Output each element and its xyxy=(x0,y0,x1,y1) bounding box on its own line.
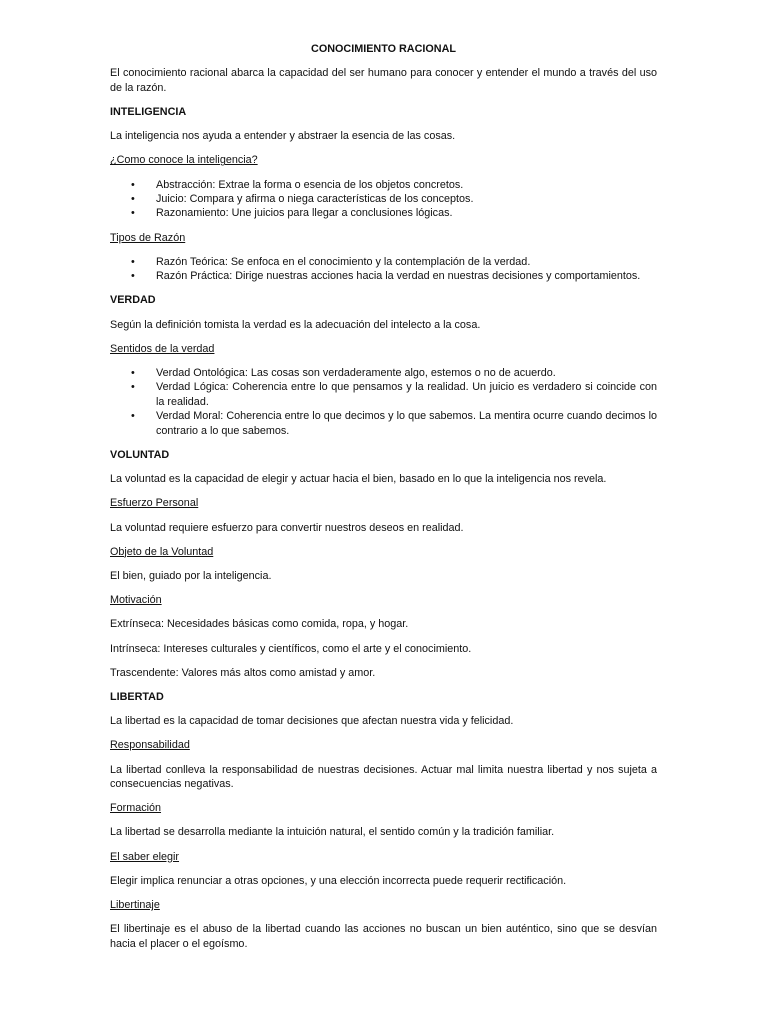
section-heading-libertad: LIBERTAD xyxy=(110,690,164,703)
list-item xyxy=(110,206,657,220)
subheading-sentidos-verdad: Sentidos de la verdad xyxy=(110,342,215,355)
bullet-icon: • xyxy=(131,255,135,268)
inteligencia-paragraph: La inteligencia nos ayuda a entender y abstraer la esencia de las cosas. xyxy=(110,130,456,143)
section-heading-inteligencia: INTELIGENCIA xyxy=(110,106,187,119)
responsabilidad-paragraph: La libertad conlleva la responsabilidad de nuestras decisiones. Actuar mal limita nuestra libertad y nos sujeta a consecuencias negativas. xyxy=(110,763,657,790)
list-item xyxy=(110,366,657,380)
bullet-icon: • xyxy=(131,207,135,220)
motivacion-trascendente: Trascendente: Valores más altos como amistad y amor. xyxy=(110,666,376,679)
motivacion-extrinseca: Extrínseca: Necesidades básicas como comida, ropa, y hogar. xyxy=(110,618,409,631)
bullet-icon: • xyxy=(131,367,135,380)
list-item-text: Verdad Lógica: Coherencia entre lo que pensamos y la realidad. Un juicio es verdadero si coincide con la realidad. xyxy=(156,381,657,408)
bullet-icon: • xyxy=(131,381,135,394)
subheading-motivacion: Motivación xyxy=(110,594,162,607)
verdad-paragraph: Según la definición tomista la verdad es la adecuación del intelecto a la cosa. xyxy=(110,318,481,331)
list-item xyxy=(110,178,657,192)
list-item xyxy=(110,380,657,409)
objeto-paragraph: El bien, guiado por la inteligencia. xyxy=(110,569,272,582)
subheading-libertinaje: Libertinaje xyxy=(110,898,160,911)
subheading-formacion: Formación xyxy=(110,802,162,815)
list-item-text: Verdad Ontológica: Las cosas son verdaderamente algo, estemos o no de acuerdo. xyxy=(156,367,556,380)
subheading-como-conoce: ¿Como conoce la inteligencia? xyxy=(110,154,258,167)
como-conoce-list xyxy=(110,178,657,221)
document-body xyxy=(110,42,657,961)
list-item-text: Verdad Moral: Coherencia entre lo que decimos y lo que sabemos. La mentira ocurre cuando decimos lo contrario a lo que sabemos. xyxy=(156,410,657,437)
intro-paragraph: El conocimiento racional abarca la capacidad del ser humano para conocer y entender el mundo a través del uso de la razón. xyxy=(110,67,657,94)
list-item xyxy=(110,255,657,269)
list-item-text: Juicio: Compara y afirma o niega características de los conceptos. xyxy=(156,193,474,206)
subheading-esfuerzo-personal: Esfuerzo Personal xyxy=(110,497,199,510)
tipos-razon-list xyxy=(110,255,657,284)
subheading-saber-elegir: El saber elegir xyxy=(110,850,180,863)
esfuerzo-paragraph: La voluntad requiere esfuerzo para convertir nuestros deseos en realidad. xyxy=(110,521,464,534)
formacion-paragraph: La libertad se desarrolla mediante la intuición natural, el sentido común y la tradición familiar. xyxy=(110,826,555,839)
bullet-icon: • xyxy=(131,270,135,283)
saber-elegir-paragraph: Elegir implica renunciar a otras opciones, y una elección incorrecta puede requerir rectificación. xyxy=(110,874,567,887)
bullet-icon: • xyxy=(131,193,135,206)
list-item-text: Razonamiento: Une juicios para llegar a conclusiones lógicas. xyxy=(156,207,453,220)
list-item-text: Razón Práctica: Dirige nuestras acciones hacia la verdad en nuestras decisiones y comportamientos. xyxy=(156,270,641,283)
subheading-objeto-voluntad: Objeto de la Voluntad xyxy=(110,545,214,558)
sentidos-verdad-list xyxy=(110,366,657,438)
bullet-icon: • xyxy=(131,410,135,423)
motivacion-intrinseca: Intrínseca: Intereses culturales y científicos, como el arte y el conocimiento. xyxy=(110,642,472,655)
list-item xyxy=(110,192,657,206)
section-heading-verdad: VERDAD xyxy=(110,294,156,307)
voluntad-paragraph: La voluntad es la capacidad de elegir y actuar hacia el bien, basado en lo que la inteligencia nos revela. xyxy=(110,473,607,486)
list-item xyxy=(110,269,657,283)
document-title: CONOCIMIENTO RACIONAL xyxy=(311,43,456,55)
bullet-icon: • xyxy=(131,178,135,191)
list-item-text: Razón Teórica: Se enfoca en el conocimiento y la contemplación de la verdad. xyxy=(156,255,531,268)
libertad-paragraph: La libertad es la capacidad de tomar decisiones que afectan nuestra vida y felicidad. xyxy=(110,715,514,728)
libertinaje-paragraph: El libertinaje es el abuso de la libertad cuando las acciones no buscan un bien auténtico, sino que se desvían hacia el placer o el egoísmo. xyxy=(110,923,657,950)
list-item xyxy=(110,409,657,438)
subheading-tipos-razon: Tipos de Razón xyxy=(110,231,186,244)
list-item-text: Abstracción: Extrae la forma o esencia de los objetos concretos. xyxy=(156,178,464,191)
subheading-responsabilidad: Responsabilidad xyxy=(110,739,190,752)
section-heading-voluntad: VOLUNTAD xyxy=(110,448,170,461)
